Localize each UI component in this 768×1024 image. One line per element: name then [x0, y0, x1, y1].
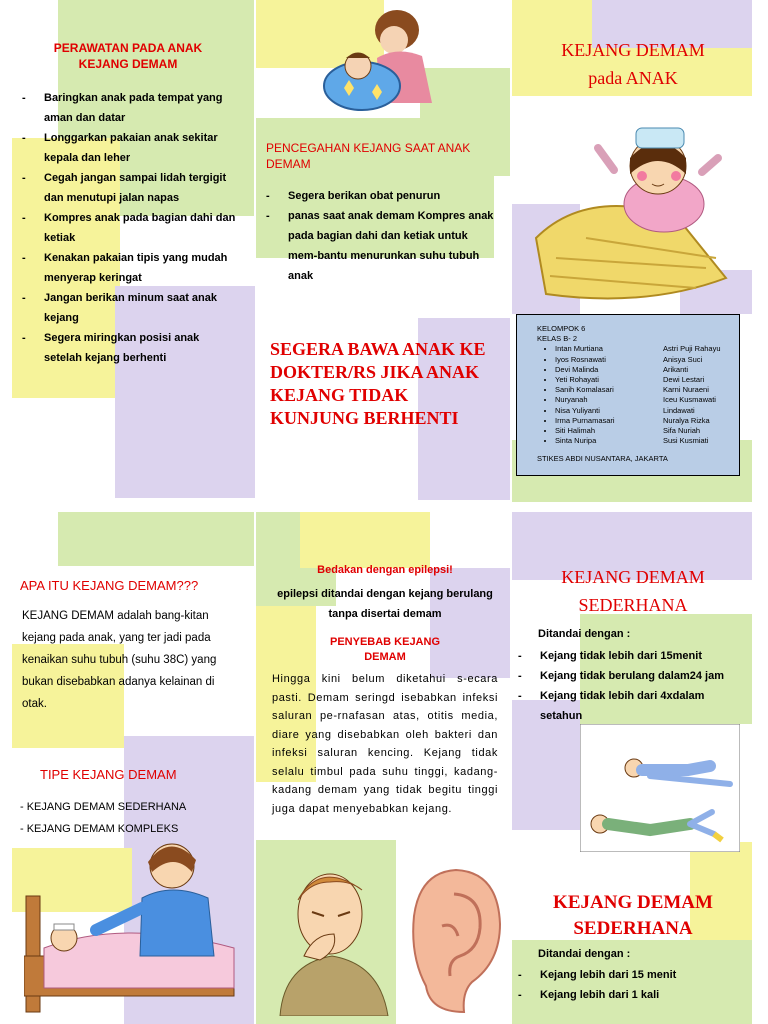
- ear-illustration: [406, 866, 506, 1016]
- penyebab-body: Hingga kini belum diketahui s-ecara pasti. Demam seringd isebabkan infeksi saluran pe-rnafasan atas, otitis media, diare yang disebabkan oleh bakteri dan infeksi saluran kencing. Kejang tidak selalu timbul pada suhu tinggi, kadang- kadang demam yang tidak begitu tinggi juga dapat menyebabkan kejang.: [272, 673, 498, 815]
- team-list-left: [537, 344, 655, 446]
- perawatan-title-line2: KEJANG DEMAM: [78, 57, 178, 71]
- tipe-item: - KEJANG DEMAM KOMPLEKS: [20, 823, 179, 835]
- pencegahan-item: - panas saat anak demam Kompres anak pada bagian dahi dan ketiak untuk mem-bantu menurunkan suhu tubuh anak: [262, 206, 498, 286]
- team-member: Lindawati: [663, 405, 695, 415]
- perawatan-item: - Jangan berikan minum saat anak kejang: [18, 288, 240, 328]
- apa-itu-body: KEJANG DEMAM adalah bang-kitan kejang pada anak, yang ter jadi pada kenaikan suhu tubuh (suhu 38C) yang bukan disebabkan adanya kelainan di otak.: [22, 610, 217, 710]
- kompleks-lead: Ditandai dengan :: [538, 948, 631, 960]
- sederhana-title-line1: KEJANG DEMAM: [561, 567, 705, 587]
- perawatan-item: - Cegah jangan sampai lidah tergigit dan menutupi jalan napas: [18, 168, 240, 208]
- mother-comforting-child-illustration: [322, 8, 452, 116]
- team-member: • Irma Purnamasari: [555, 416, 655, 426]
- team-member: Susi Kusmiati: [663, 436, 709, 446]
- tipe-item: - KEJANG DEMAM SEDERHANA: [20, 801, 187, 813]
- mother-caring-sick-child-illustration: [24, 838, 246, 1014]
- warning-text: SEGERA BAWA ANAK KE DOKTER/RS JIKA ANAK KEJANG TIDAK KUNJUNG BERHENTI: [270, 339, 486, 428]
- team-member: • Intan Murtiana: [555, 344, 655, 354]
- team-list-right: [655, 344, 721, 446]
- team-member: • Sanih Komalasari: [555, 385, 655, 395]
- team-member: • Siti Halimah: [555, 426, 655, 436]
- team-member: Anisya Suci: [663, 354, 703, 364]
- team-school: STIKES ABDI NUSANTARA, JAKARTA: [537, 454, 668, 464]
- team-member: Astri Puji Rahayu: [663, 344, 721, 354]
- perawatan-item: - Segera miringkan posisi anak setelah kejang berhenti: [18, 328, 240, 368]
- tipe-list: [20, 796, 240, 840]
- tipe-title: TIPE KEJANG DEMAM: [40, 767, 177, 782]
- sederhana-title-line2: SEDERHANA: [578, 595, 688, 615]
- sederhana-title: [514, 563, 752, 619]
- cover-title-line2: pada ANAK: [588, 68, 678, 88]
- kompleks-title: [514, 890, 752, 942]
- sick-girl-in-bed-illustration: [526, 118, 742, 304]
- perawatan-list: [18, 88, 240, 368]
- coughing-boy-illustration: [270, 860, 394, 1016]
- kompleks-list: [514, 965, 742, 1005]
- bg-block: [58, 512, 254, 566]
- penyebab-title: [260, 635, 510, 665]
- perawatan-item: - Longgarkan pakaian anak sekitar kepala dan leher: [18, 128, 240, 168]
- penyebab-title-line2: DEMAM: [364, 651, 406, 663]
- kompleks-item: - Kejang lebih dari 15 menit: [514, 965, 742, 985]
- pencegahan-item: - Segera berikan obat penurun: [262, 186, 498, 206]
- sederhana-item: - Kejang tidak lebih dari 15menit: [514, 646, 728, 666]
- team-member: Sifa Nuriah: [663, 426, 701, 436]
- team-box: [516, 314, 740, 476]
- team-member: • Sinta Nuripa: [555, 436, 655, 446]
- perawatan-title: [20, 40, 236, 72]
- sederhana-list: [514, 646, 728, 726]
- team-class: KELAS B- 2: [537, 334, 578, 344]
- bg-block: [300, 512, 430, 568]
- sederhana-item: - Kejang tidak berulang dalam24 jam: [514, 666, 728, 686]
- team-member: Arikanti: [663, 364, 689, 374]
- team-member: • Yeti Rohayati: [555, 375, 655, 385]
- perawatan-item: - Baringkan anak pada tempat yang aman dan datar: [18, 88, 240, 128]
- team-group: KELOMPOK 6: [537, 324, 586, 333]
- seizure-illustration: [580, 724, 740, 852]
- sederhana-lead: Ditandai dengan :: [538, 628, 631, 640]
- team-member: • Nisa Yuliyanti: [555, 406, 655, 416]
- team-member: • Nuryanah: [555, 395, 655, 405]
- apa-itu-title: APA ITU KEJANG DEMAM???: [20, 578, 199, 593]
- epilepsi-body: epilepsi ditandai dengan kejang berulang tanpa disertai demam: [277, 588, 493, 620]
- kompleks-title-line1: KEJANG DEMAM: [553, 892, 713, 913]
- pencegahan-list: [262, 186, 498, 286]
- team-member: • Iyos Rosnawati: [555, 355, 655, 365]
- kompleks-title-line2: SEDERHANA: [573, 918, 693, 939]
- pencegahan-title: PENCEGAHAN KEJANG SAAT ANAK DEMAM: [266, 141, 471, 171]
- penyebab-title-line1: PENYEBAB KEJANG: [329, 636, 441, 648]
- team-member: Karni Nuraeni: [663, 385, 709, 395]
- team-member: Dewi Lestari: [663, 375, 705, 385]
- sederhana-item: - Kejang tidak lebih dari 4xdalam setahun: [514, 686, 728, 726]
- team-member: Nuralya Rizka: [663, 415, 710, 425]
- team-member: Iceu Kusmawati: [663, 395, 716, 405]
- cover-title-line1: KEJANG DEMAM: [561, 40, 705, 60]
- team-member: • Devi Malinda: [555, 365, 655, 375]
- perawatan-title-line1: PERAWATAN PADA ANAK: [53, 41, 203, 55]
- perawatan-item: - Kompres anak pada bagian dahi dan ketiak: [18, 208, 240, 248]
- kompleks-item: - Kejang lebih dari 1 kali: [514, 985, 742, 1005]
- epilepsi-title: Bedakan dengan epilepsi!: [317, 564, 453, 576]
- perawatan-item: - Kenakan pakaian tipis yang mudah menyerap keringat: [18, 248, 240, 288]
- cover-title: [514, 36, 752, 92]
